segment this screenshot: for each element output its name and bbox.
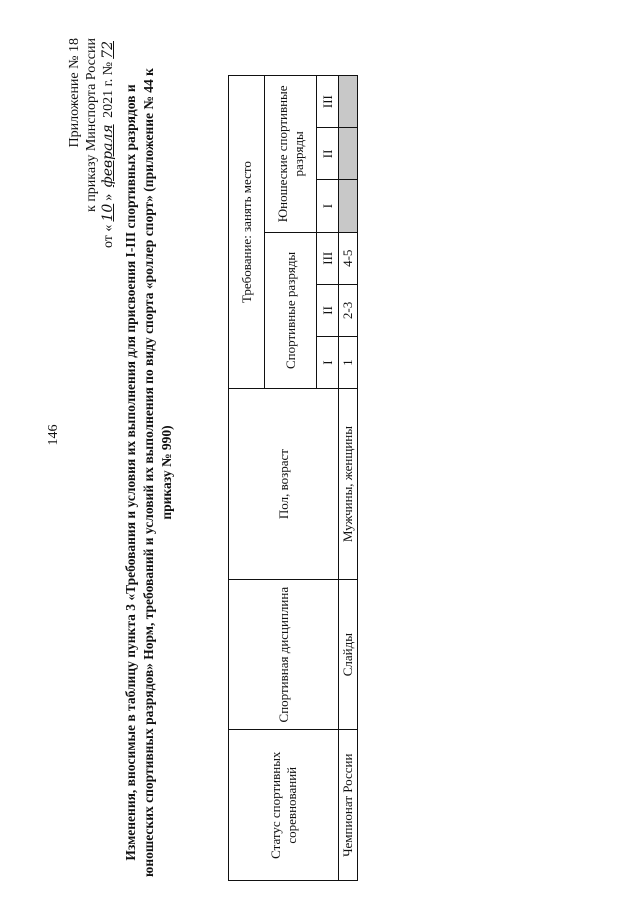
- header-youth-ranks: Юношеские спортивные разряды: [265, 76, 317, 233]
- rank-header: II: [317, 284, 339, 336]
- handwritten-order-number: 72: [100, 41, 116, 59]
- appendix-title: Приложение № 18: [67, 38, 82, 148]
- document-heading: Изменения, вносимые в таблицу пункта 3 «Требования и условия их выполнения для присвоения I-III спортивных разрядов и юношеских спортивных разрядов» Норм, требований и условий их выполнения по виду спорта «роллер спорт» (приложение № 44 к приказу № 990): [123, 68, 174, 877]
- rank-header: III: [317, 76, 339, 128]
- rank-value: 2-3: [339, 284, 358, 336]
- rank-header: III: [317, 232, 339, 284]
- appendix-order-ref: к приказу Минспорта России: [84, 38, 99, 212]
- header-discipline: Спортивная дисциплина: [229, 579, 339, 730]
- rank-value-shaded: [339, 128, 358, 180]
- handwritten-month: февраля: [100, 124, 116, 188]
- rank-header: I: [317, 180, 339, 232]
- rank-header: I: [317, 337, 339, 389]
- rank-value: 1: [339, 337, 358, 389]
- header-status: Статус спортивных соревнований: [229, 730, 339, 881]
- row-status: Чемпионат России: [339, 730, 358, 881]
- date-prefix: от «: [101, 224, 116, 249]
- header-sport-ranks: Спортивные разряды: [265, 232, 317, 389]
- handwritten-day: 10: [100, 203, 116, 222]
- row-gender: Мужчины, женщины: [339, 389, 358, 580]
- appendix-date-line: [100, 38, 117, 248]
- date-middle: »: [101, 190, 116, 201]
- header-gender-age: Пол, возраст: [229, 389, 339, 580]
- rank-value: 4-5: [339, 232, 358, 284]
- header-requirement: Требование: занять место: [229, 76, 265, 389]
- row-discipline: Слайды: [339, 579, 358, 730]
- page-number: 146: [46, 424, 61, 446]
- requirements-table: [228, 75, 358, 881]
- rank-value-shaded: [339, 180, 358, 232]
- table-row: [339, 76, 358, 881]
- appendix-block: [66, 38, 117, 248]
- rank-header: II: [317, 128, 339, 180]
- rank-value-shaded: [339, 76, 358, 128]
- year-suffix: 2021 г. №: [101, 61, 116, 122]
